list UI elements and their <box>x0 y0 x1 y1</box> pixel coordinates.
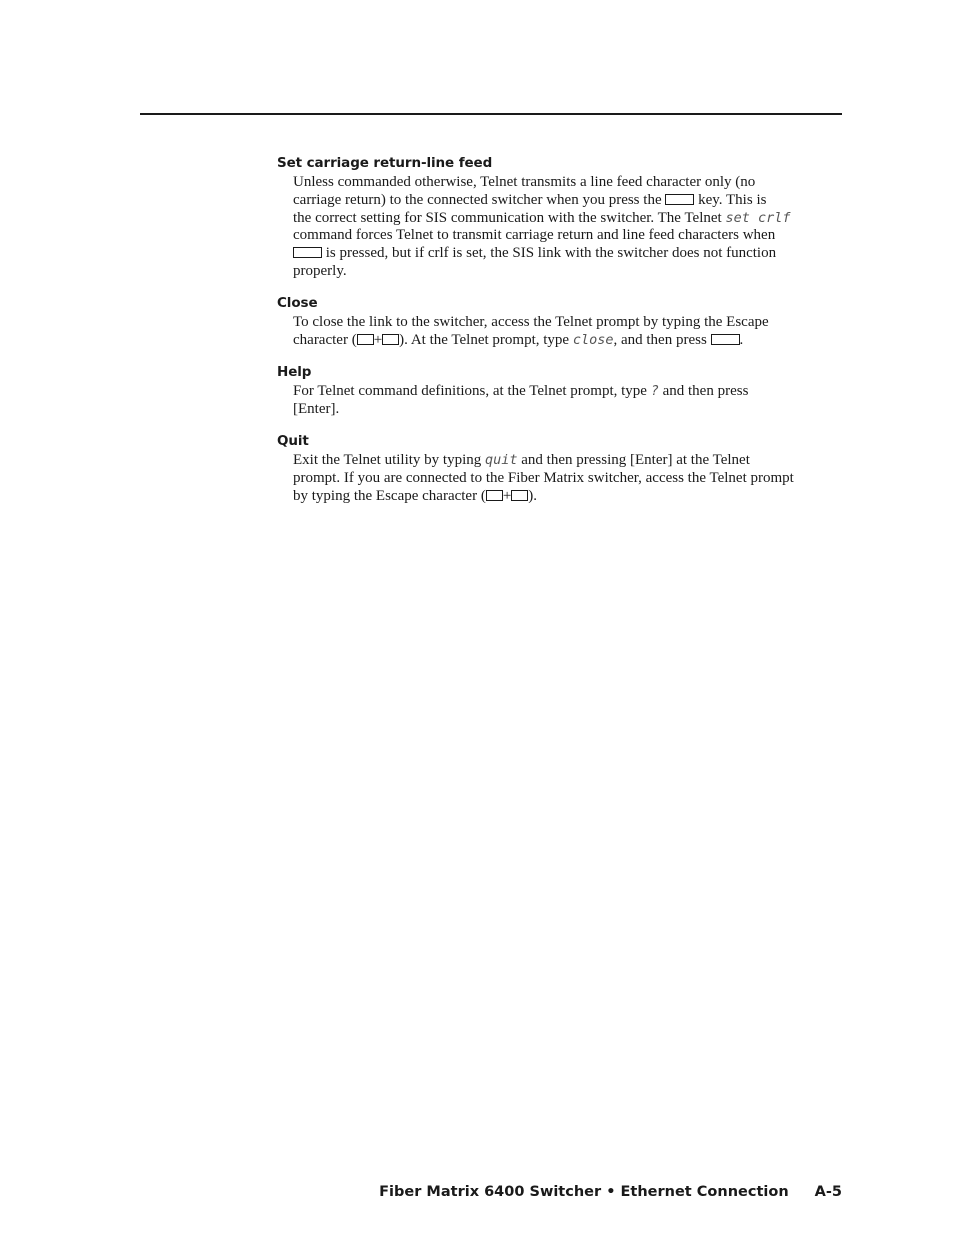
text-line <box>293 452 843 470</box>
section-body <box>293 452 843 505</box>
text-span: ). At the Telnet prompt, type <box>399 331 573 348</box>
text-span: Unless commanded otherwise, Telnet transmits a line feed character only (no <box>293 174 756 190</box>
key-symbol-icon <box>293 247 322 258</box>
text-span: + <box>373 331 383 348</box>
section-heading: Close <box>277 295 318 311</box>
text-line <box>293 470 843 488</box>
footer-title: Fiber Matrix 6400 Switcher • Ethernet Connection <box>379 1184 789 1200</box>
text-line <box>293 488 843 506</box>
text-span: To close the link to the switcher, access the Telnet prompt by typing the Escape <box>293 314 769 330</box>
text-span: and then press <box>658 383 749 399</box>
text-span: is pressed, but if crlf is set, the SIS link with the switcher does not function <box>322 245 777 262</box>
text-span: properly. <box>293 262 347 279</box>
text-span: carriage return) to the connected switcher when you press the <box>293 191 666 208</box>
text-span: + <box>502 487 512 504</box>
command-text: set crlf <box>725 209 791 226</box>
section-set-crlf <box>277 154 843 281</box>
text-span: For Telnet command definitions, at the Telnet prompt, type <box>293 383 651 399</box>
section-close <box>277 294 843 350</box>
text-line <box>293 401 843 419</box>
text-span: ). <box>528 487 538 504</box>
text-span: command forces Telnet to transmit carriage return and line feed characters when <box>293 227 776 244</box>
text-span: prompt. If you are connected to the Fiber Matrix switcher, access the Telnet prompt <box>293 469 794 486</box>
page-number: A-5 <box>814 1184 842 1200</box>
text-span: by typing the Escape character ( <box>293 487 486 504</box>
text-line <box>293 245 843 263</box>
text-line <box>293 192 843 210</box>
text-line <box>293 332 843 350</box>
section-body <box>293 174 843 281</box>
text-span: and then pressing [Enter] at the Telnet <box>517 452 750 468</box>
section-body <box>293 383 843 419</box>
text-span: , and then press <box>613 331 711 348</box>
section-body <box>293 314 843 350</box>
text-line <box>293 383 843 401</box>
text-span: [Enter]. <box>293 400 340 417</box>
text-line <box>293 227 843 245</box>
text-line <box>293 314 843 332</box>
section-heading: Quit <box>277 433 309 449</box>
page-footer <box>379 1184 842 1200</box>
command-text: ? <box>650 383 659 399</box>
key-symbol-icon <box>665 194 694 205</box>
text-span: Exit the Telnet utility by typing <box>293 452 485 468</box>
key-symbol-icon <box>382 334 399 345</box>
key-symbol-icon <box>486 490 503 501</box>
text-line <box>293 263 843 281</box>
text-span: key. This is <box>694 191 767 208</box>
text-span: the correct setting for SIS communication with the switcher. The Telnet <box>293 209 726 226</box>
section-heading: Help <box>277 364 312 380</box>
text-line <box>293 210 843 228</box>
key-symbol-icon <box>511 490 528 501</box>
text-span: . <box>739 331 744 348</box>
section-heading: Set carriage return-line feed <box>277 155 493 171</box>
section-help <box>277 363 843 419</box>
command-text: close <box>572 331 614 348</box>
text-span: character ( <box>293 331 357 348</box>
key-symbol-icon <box>711 334 740 345</box>
key-symbol-icon <box>357 334 374 345</box>
header-rule <box>140 113 842 115</box>
command-text: quit <box>485 452 518 468</box>
section-quit <box>277 432 843 505</box>
text-line <box>293 174 843 192</box>
